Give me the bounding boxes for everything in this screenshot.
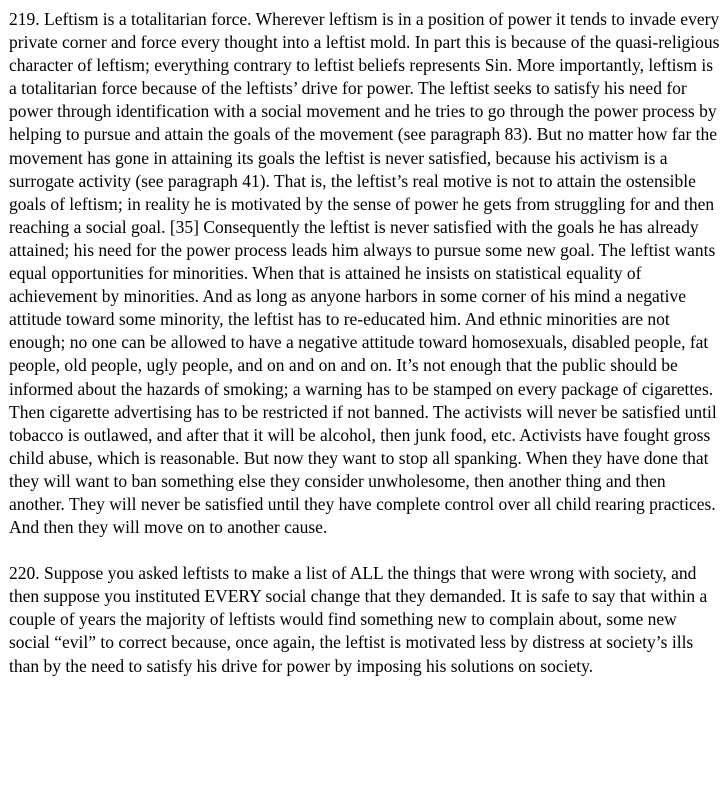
paragraph-220: 220. Suppose you asked leftists to make a list of ALL the things that were wrong with society, and then suppose you instituted EVERY social change that they demanded. It is safe to say that within a couple of years the majority of leftists would find something new to complain about, some new social “evil” to correct because, once again, the leftist is motivated less by distress at society’s ills than by the need to satisfy his drive for power by imposing his solutions on society. <box>9 563 708 676</box>
paragraph-219: 219. Leftism is a totalitarian force. Wherever leftism is in a position of power it tends to invade every private corner and force every thought into a leftist mold. In part this is because of the quasi-religious character of leftism; everything contrary to leftist beliefs represents Sin. More importantly, leftism is a totalitarian force because of the leftists’ drive for power. The leftist seeks to satisfy his need for power through identification with a social movement and he tries to go through the power process by helping to pursue and attain the goals of the movement (see paragraph 83). But no matter how far the movement has gone in attaining its goals the leftist is never satisfied, because his activism is a surrogate activity (see paragraph 41). That is, the leftist’s real motive is not to attain the ostensible goals of leftism; in reality he is motivated by the sense of power he gets from struggling for and then reaching a social goal. [35] Consequently the leftist is never satisfied with the goals he has already attained; his need for the power process leads him always to pursue some new goal. The leftist wants equal opportunities for minorities. When that is attained he insists on statistical equality of achievement by minorities. And as long as anyone harbors in some corner of his mind a negative attitude toward some minority, the leftist has to re-educated him. And ethnic minorities are not enough; no one can be allowed to have a negative attitude toward homosexuals, disabled people, fat people, old people, ugly people, and on and on and on. It’s not enough that the public should be informed about the hazards of smoking; a warning has to be stamped on every package of cigarettes. Then cigarette advertising has to be restricted if not banned. The activists will never be satisfied until tobacco is outlawed, and after that it will be alcohol, then junk food, etc. Activists have fought gross child abuse, which is reasonable. But now they want to stop all spanking. When they have done that they will want to ban something else they consider unwholesome, then another thing and then another. They will never be satisfied until they have complete control over all child rearing practices. And then they will move on to another cause. <box>9 9 720 538</box>
document-page <box>9 8 721 678</box>
